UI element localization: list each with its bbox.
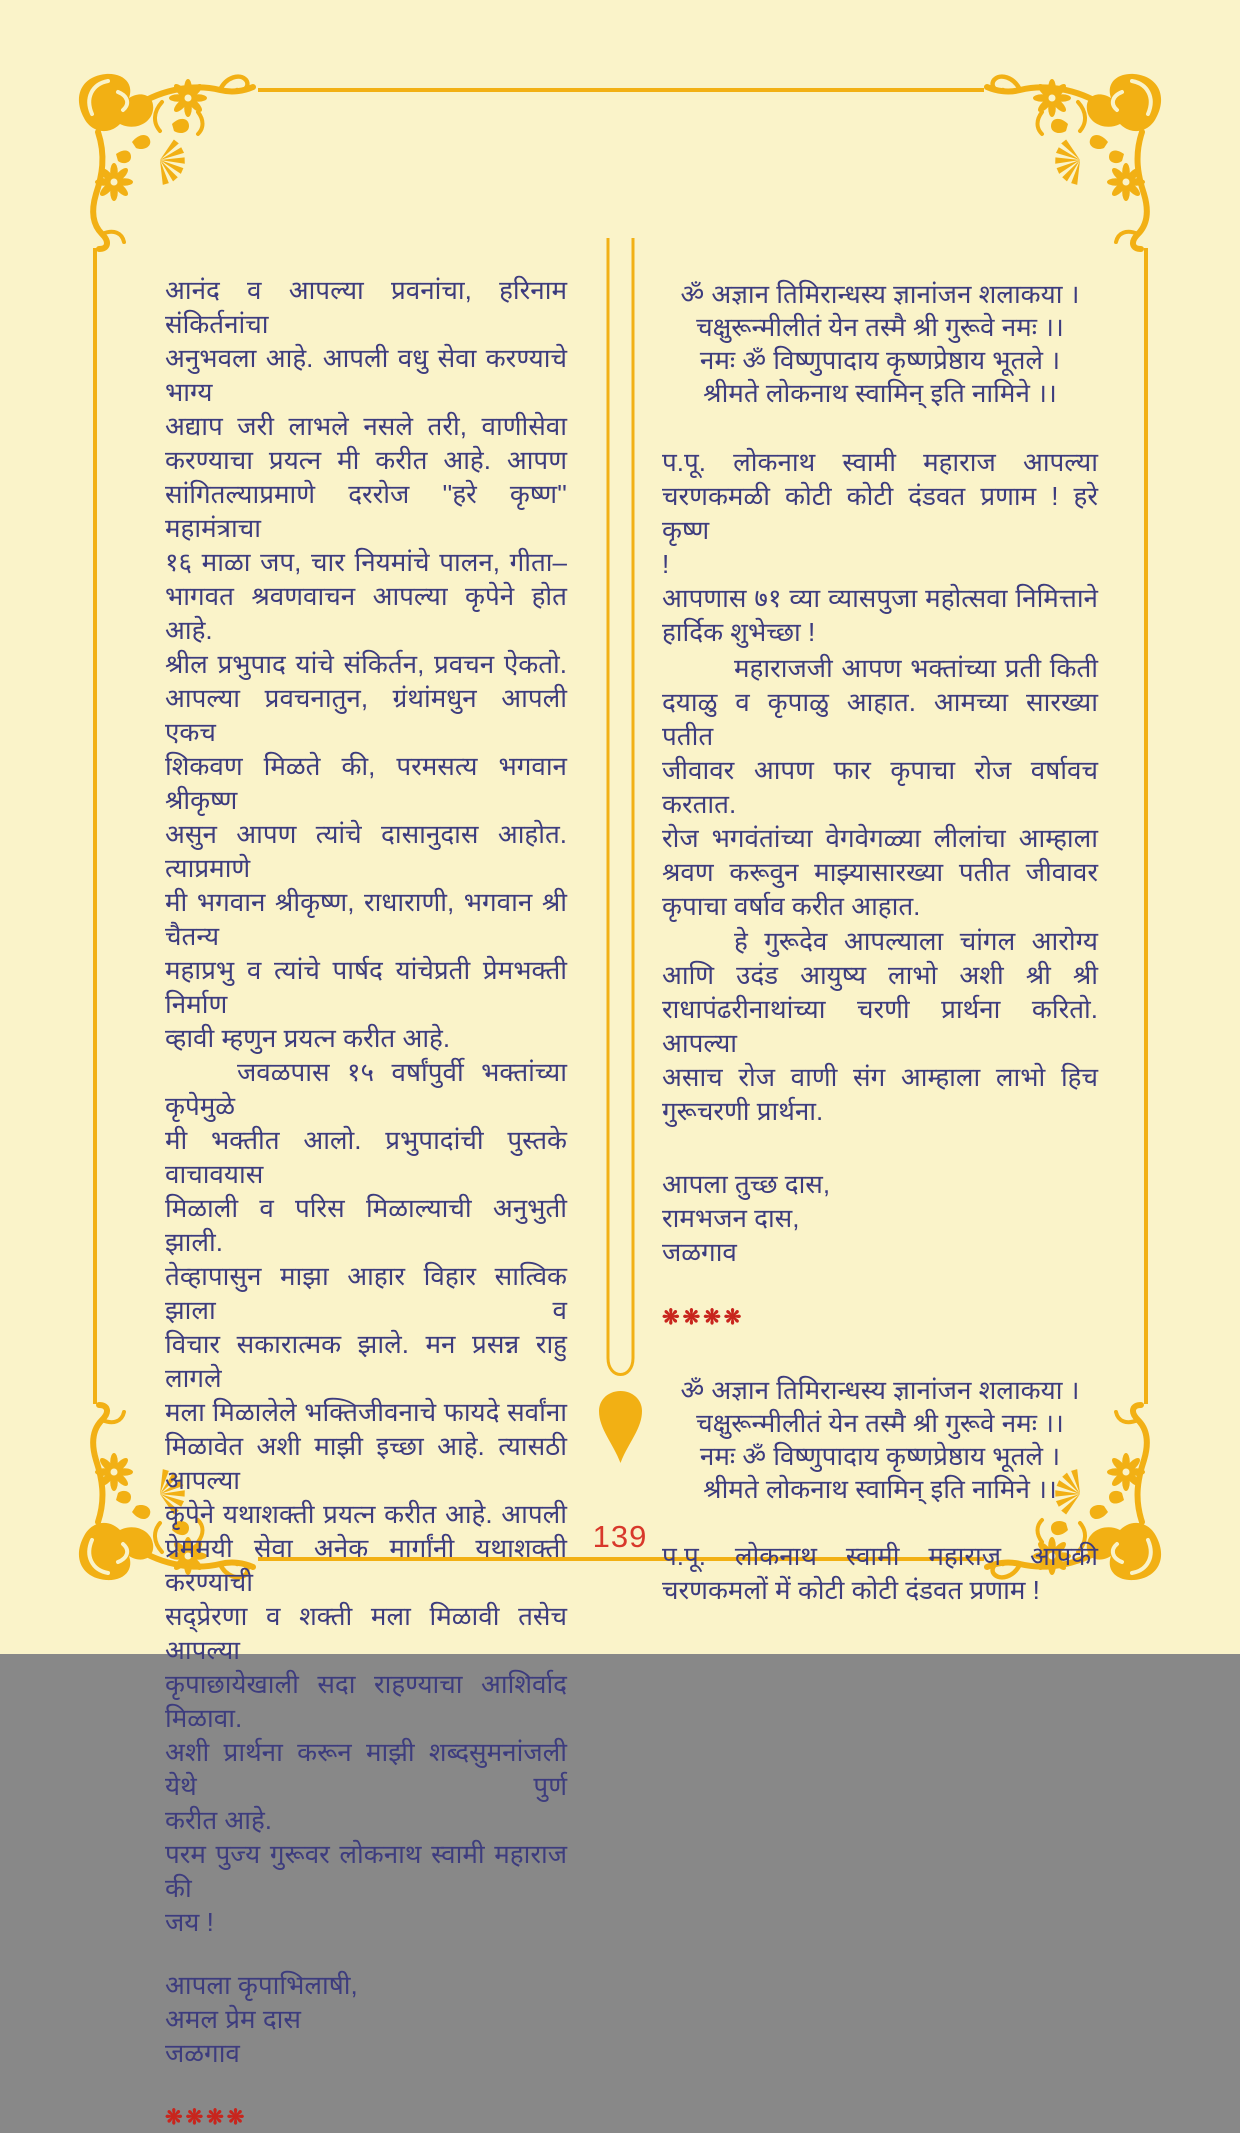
text-line: भागवत श्रवणवाचन आपल्या कृपेने होत आहे.: [165, 581, 567, 645]
text-line: जवळपास १५ वर्षांपुर्वी भक्तांच्या कृपेमुळे: [165, 1057, 567, 1121]
text-line: विचार सकारात्मक झाले. मन प्रसन्न राहु लागले: [165, 1329, 567, 1393]
text-line: नमः ॐ विष्णुपादाय कृष्णप्रेष्ठाय भूतले ।: [699, 345, 1061, 375]
text-line: राधापंढरीनाथांच्या चरणी प्रार्थना करितो. आपल्या: [662, 994, 1098, 1058]
text-line: चरणकमळी कोटी कोटी दंडवत प्रणाम ! हरे कृष्ण: [662, 481, 1098, 545]
text-line: मिळाली व परिस मिळाल्याची अनुभुती झाली.: [165, 1193, 567, 1257]
text-line: असाच रोज वाणी संग आम्हाला लाभो हिच: [662, 1062, 1098, 1092]
text-line: चक्षुरून्मीलीतं येन तस्मै श्री गुरूवे नमः ।।: [696, 312, 1064, 342]
text-line: करीत आहे.: [165, 1805, 272, 1835]
text-line: श्रील प्रभुपाद यांचे संकिर्तन, प्रवचन ऐकतो.: [165, 649, 567, 679]
text-line: महाप्रभु व त्यांचे पार्षद यांचेप्रती प्रेमभक्ती निर्माण: [165, 955, 567, 1019]
pen-nib-column-divider-icon: [590, 230, 652, 1470]
text-line: मिळावेत अशी माझी इच्छा आहे. त्यासठी आपल्या: [165, 1431, 567, 1495]
text-line: मला मिळालेले भक्तिजीवनाचे फायदे सर्वांना: [165, 1397, 567, 1427]
text-line: !: [662, 549, 670, 579]
text-line: प.पू. लोकनाथ स्वामी महाराज आपकी: [662, 1541, 1098, 1571]
right-para-2: [662, 651, 1098, 923]
border-rule-left: [93, 248, 97, 1404]
text-line: प्रेममयी सेवा अनेक मार्गांनी यथाशक्ती करण्याची: [165, 1533, 567, 1597]
text-line: गुरूचरणी प्रार्थना.: [662, 1096, 824, 1126]
text-line: जळगाव: [662, 1237, 737, 1267]
text-line: करण्याचा प्रयत्न मी करीत आहे. आपण: [165, 445, 567, 475]
text-line: चक्षुरून्मीलीतं येन तस्मै श्री गुरूवे नमः ।।: [696, 1408, 1064, 1438]
text-line: आपला तुच्छ दास,: [662, 1169, 831, 1199]
text-line: आणि उदंड आयुष्य लाभो अशी श्री श्री: [662, 960, 1098, 990]
text-line: परम पुज्य गुरूवर लोकनाथ स्वामी महाराज की: [165, 1839, 567, 1903]
text-line: सांगितल्याप्रमाणे दररोज ''हरे कृष्ण'' महामंत्राचा: [165, 479, 567, 543]
text-line: सद्प्रेरणा व शक्ती मला मिळावी तसेच आपल्या: [165, 1601, 567, 1665]
text-line: दयाळु व कृपाळु आहात. आमच्या सारख्या पतीत: [662, 687, 1098, 751]
right-shloka-1: [662, 278, 1098, 410]
text-line: अमल प्रेम दास: [165, 2004, 301, 2034]
text-line: अद्याप जरी लाभले नसले तरी, वाणीसेवा: [165, 411, 567, 441]
right-para-3: [662, 924, 1098, 1128]
text-line: श्रवण करूवुन माझ्यासारख्या पतीत जीवावर: [662, 857, 1098, 887]
text-line: कृपेने यथाशक्ती प्रयत्न करीत आहे. आपली: [165, 1499, 567, 1529]
text-line: शिकवण मिळते की, परमसत्य भगवान श्रीकृष्ण: [165, 751, 567, 815]
text-line: ॐ अज्ञान तिमिरान्धस्य ज्ञानांजन शलाकया ।: [680, 1375, 1080, 1405]
right-shloka-2: [662, 1374, 1098, 1506]
right-text-column: [662, 278, 1098, 1607]
text-line: रोज भगवंतांच्या वेगवेगळ्या लीलांचा आम्हाला: [662, 823, 1098, 853]
text-line: आपला कृपाभिलाषी,: [165, 1970, 358, 2000]
page-number: 139: [592, 1519, 648, 1554]
text-line: महाराजजी आपण भक्तांच्या प्रती किती: [734, 653, 1098, 683]
floral-corner-ornament-top-right-icon: [983, 68, 1168, 253]
text-line: नमः ॐ विष्णुपादाय कृष्णप्रेष्ठाय भूतले ।: [699, 1441, 1061, 1471]
text-line: श्रीमते लोकनाथ स्वामिन् इति नामिने ।।: [703, 378, 1057, 408]
text-line: ॐ अज्ञान तिमिरान्धस्य ज्ञानांजन शलाकया ।: [680, 279, 1080, 309]
text-line: असुन आपण त्यांचे दासानुदास आहोत. त्याप्रमाणे: [165, 819, 567, 883]
text-line: अनुभवला आहे. आपली वधु सेवा करण्याचे भाग्य: [165, 343, 567, 407]
left-separator: ❋❋❋❋: [165, 2106, 248, 2129]
text-line: आपल्या प्रवचनातुन, ग्रंथांमधुन आपली एकच: [165, 683, 567, 747]
text-line: हार्दिक शुभेच्छा !: [662, 617, 816, 647]
text-line: हे गुरूदेव आपल्याला चांगल आरोग्य: [734, 926, 1098, 956]
text-line: अशी प्रार्थना करून माझी शब्दसुमनांजली येथे पुर्ण: [165, 1737, 567, 1801]
text-line: कृपाचा वर्षाव करीत आहात.: [662, 891, 921, 921]
left-para-2: [165, 1055, 567, 1837]
left-signature: [165, 1968, 567, 2070]
text-line: व्हावी म्हणुन प्रयत्न करीत आहे.: [165, 1023, 451, 1053]
text-line: १६ माळा जप, चार नियमांचे पालन, गीता–: [165, 547, 567, 577]
text-line: जळगाव: [165, 2038, 240, 2068]
text-line: तेव्हापासुन माझा आहार विहार सात्विक झाला व: [165, 1261, 567, 1325]
text-line: कृपाछायेखाली सदा राहण्याचा आशिर्वाद मिळावा.: [165, 1669, 567, 1733]
text-line: रामभजन दास,: [662, 1203, 800, 1233]
left-text-column: [165, 273, 567, 2133]
left-para-1: [165, 273, 567, 1055]
border-rule-top: [258, 88, 984, 92]
floral-corner-ornament-top-left-icon: [72, 68, 257, 253]
right-para-1: [662, 445, 1098, 649]
text-line: मी भगवान श्रीकृष्ण, राधाराणी, भगवान श्री चैतन्य: [165, 887, 567, 951]
text-line: आनंद व आपल्या प्रवनांचा, हरिनाम संकिर्तनांचा: [165, 275, 567, 339]
text-line: श्रीमते लोकनाथ स्वामिन् इति नामिने ।।: [703, 1474, 1057, 1504]
border-rule-right: [1144, 248, 1148, 1404]
right-signature: [662, 1167, 1098, 1269]
text-line: आपणास ७१ व्या व्यासपुजा महोत्सवा निमित्ताने: [662, 583, 1098, 613]
text-line: प.पू. लोकनाथ स्वामी महाराज आपल्या: [662, 447, 1098, 477]
right-separator: ❋❋❋❋: [662, 1306, 745, 1329]
text-line: चरणकमलों में कोटी कोटी दंडवत प्रणाम !: [662, 1575, 1040, 1605]
text-line: जय !: [165, 1907, 214, 1937]
left-para-3: [165, 1837, 567, 1939]
text-line: मी भक्तीत आलो. प्रभुपादांची पुस्तके वाचावयास: [165, 1125, 567, 1189]
text-line: जीवावर आपण फार कृपाचा रोज वर्षावच करतात.: [662, 755, 1098, 819]
